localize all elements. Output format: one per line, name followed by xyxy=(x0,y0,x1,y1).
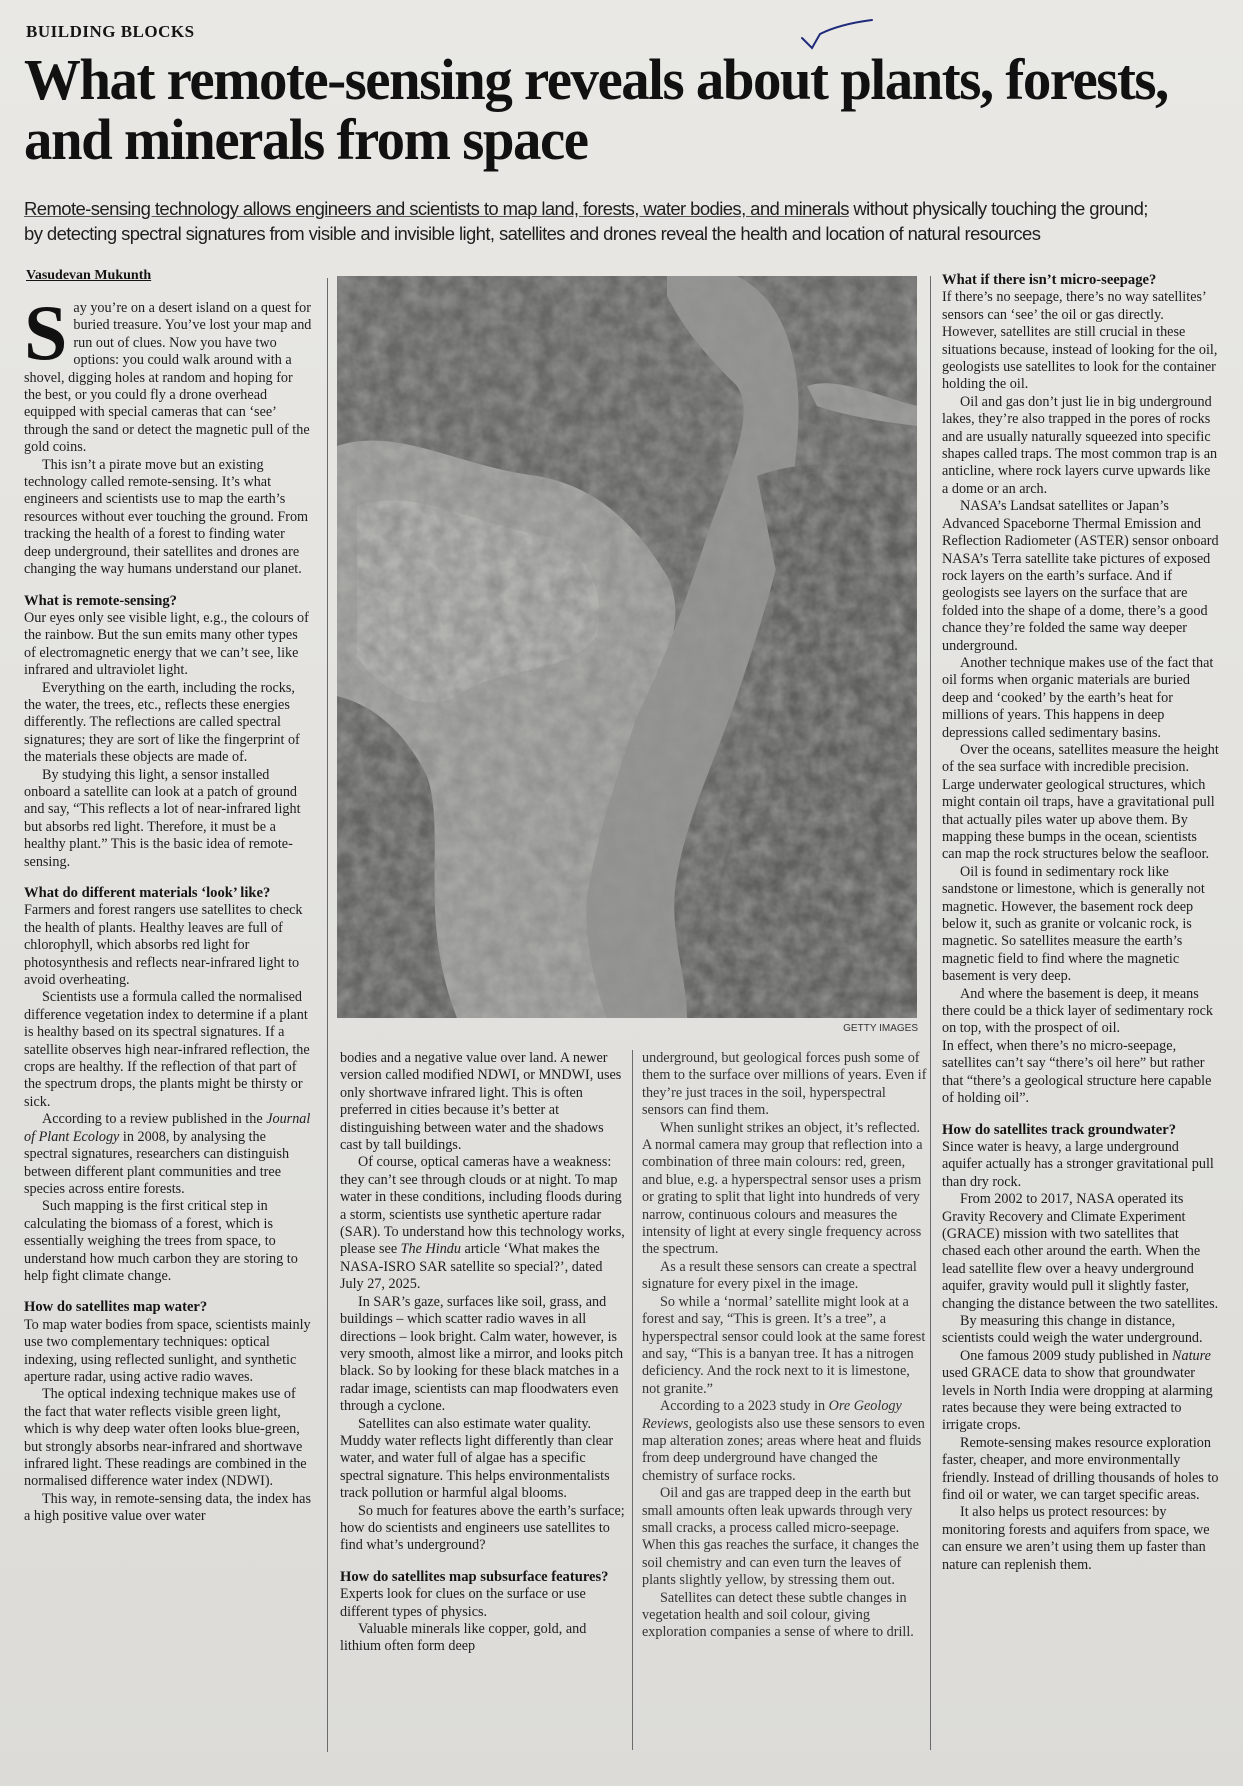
paragraph: This isn’t a pirate move but an existing technology called remote-sensing. It’s what engineers and scientists use to map the earth’s resources without ever touching the ground. From tracking the health of a forest to finding water deep underground, their satellites and drones are changing the way humans understand our planet. xyxy=(24,456,309,578)
paragraph: NASA’s Landsat satellites or Japan’s Advanced Spaceborne Thermal Emission and Reflection Radiometer (ASTER) sensor onboard NASA’s Terra satellite take pictures of exposed rock layers on the earth’s surface. And if geologists see layers on the surface that are folded into the shape of a dome, there’s a good chance they’re folded the same way deeper underground. xyxy=(942,498,1219,654)
paragraph: In SAR’s gaze, surfaces like soil, grass, and buildings – which scatter radio waves in all directions – look bright. Calm water, however, is very smooth, almost like a mirror, and looks pitch black. So by looking for these black matches in a radar image, scientists can map floodwaters even through a cyclone. xyxy=(340,1293,624,1415)
paragraph: As a result these sensors can create a spectral signature for every pixel in the image. xyxy=(642,1258,917,1293)
paragraph: By studying this light, a sensor installed onboard a satellite can look at a patch of ground and say, “This reflects a lot of near-infrared light but absorbs red light. Therefore, it must be a healthy plant.” This is the basic idea of remote-sensing. xyxy=(24,766,301,870)
paragraph: By measuring this change in distance, scientists could weigh the water underground. xyxy=(942,1312,1203,1347)
paragraph: Remote-sensing makes resource exploration faster, cheaper, and more environmentally friendly. Instead of drilling thousands of holes to find oil or water, we can target specific areas. xyxy=(942,1434,1219,1504)
article-column-4 xyxy=(942,272,1220,1574)
standfirst-line2: by detecting spectral signatures from visible and invisible light, satellites and drones reveal the health and location of natural resources xyxy=(24,223,1041,244)
photo-credit: GETTY IMAGES xyxy=(843,1023,918,1034)
paragraph: Of course, optical cameras have a weakness: they can’t see through clouds or at night. To map water in these conditions, including floods during a storm, scientists use synthetic aperture radar (SAR). To understand how this technology works, please see The Hindu article ‘What makes the NASA-ISRO SAR satellite so special?’, dated July 27, 2025. xyxy=(340,1154,625,1293)
standfirst-underlined: Remote-sensing technology allows engineers and scientists to map land, forests, water bodies, and minerals xyxy=(24,198,849,219)
paragraph: Oil is found in sedimentary rock like sandstone or limestone, which is generally not magnetic. However, the basement rock deep below it, such as granite or volcanic rock, is magnetic. So satellites measure the earth’s magnetic field to find where the magnetic basement is very deep. xyxy=(942,863,1205,985)
paragraph: Experts look for clues on the surface or use different types of physics. xyxy=(340,1586,586,1620)
paragraph: According to a 2023 study in Ore Geology Reviews, geologists also use these sensors to even map alteration zones; areas where heat and fluids from deep underground have changed the chemistry of surface rocks. xyxy=(642,1398,925,1484)
journal-title: Nature xyxy=(1172,1347,1211,1364)
article-column-1 xyxy=(24,289,312,1526)
paragraph: This way, in remote-sensing data, the index has a high positive value over water xyxy=(24,1490,311,1525)
paragraph: Another technique makes use of the fact that oil forms when organic materials are buried deep and ‘cooked’ by the earth’s heat for millions of years. This happens in deep depressions called sedimentary basins. xyxy=(942,654,1214,741)
aerial-forest-river-icon xyxy=(337,276,917,1018)
paragraph: Everything on the earth, including the rocks, the water, the trees, etc., reflects these energies differently. The reflections are called spectral signatures; they are sort of like the fingerprint of the materials these objects are made of. xyxy=(24,679,300,766)
subheading-map-water: How do satellites map water? xyxy=(24,1299,208,1316)
paragraph: Scientists use a formula called the normalised difference vegetation index to determine if a plant is healthy based on its spectral signatures. If a satellite observes high near-infrared reflection, the crops are healthy. If the reflection of that part of the spectrum drops, the plants might be thirsty or sick. xyxy=(24,989,310,1110)
column-rule xyxy=(632,1050,633,1750)
publication-title: The Hindu xyxy=(400,1241,461,1258)
paragraph: Satellites can detect these subtle changes in vegetation health and soil colour, giving exploration companies a sense of where to drill. xyxy=(642,1589,914,1641)
subheading-subsurface: How do satellites map subsurface features? xyxy=(340,1568,609,1585)
subheading-what-is-remote-sensing: What is remote-sensing? xyxy=(24,592,177,609)
intro-paragraph: Say you’re on a desert island on a quest for buried treasure. You’ve lost your map and run out of clues. Now you have two options: you could walk around with a shovel, digging holes at random and hoping for the best, or you could fly a drone overhead equipped with special cameras that can ‘see’ through the sand or detect the magnetic pull of the gold coins. xyxy=(24,289,312,456)
subheading-no-micro-seepage: What if there isn’t micro-seepage? xyxy=(942,272,1157,288)
paragraph: Satellites can also estimate water quality. Muddy water reflects light differently than clear water, and water full of algae has a specific spectral signature. This helps environmentalists track pollution or harmful algal blooms. xyxy=(340,1415,614,1502)
article-column-3 xyxy=(642,1050,928,1642)
paragraph: From 2002 to 2017, NASA operated its Gravity Recovery and Climate Experiment (GRACE) mission with two satellites that chased each other around the earth. When the lead satellite flew over a heavy underground aquifer, gravity would pull it slightly faster, changing the distance between the two satellites. xyxy=(942,1191,1219,1312)
subheading-groundwater: How do satellites track groundwater? xyxy=(942,1121,1177,1138)
aerial-forest-photo xyxy=(337,276,917,1018)
paragraph: And where the basement is deep, it means there could be a thick layer of sedimentary rock on top, with the prospect of oil. xyxy=(942,985,1214,1037)
subheading-materials-look: What do different materials ‘look’ like? xyxy=(24,885,271,901)
paragraph: If there’s no seepage, there’s no way satellites’ sensors can ‘see’ the oil or gas directly. However, satellites are still crucial in these situations because, instead of looking for the oil, geologists use satellites to look for the container holding the oil. xyxy=(942,289,1218,393)
paragraph: underground, but geological forces push some of them to the surface over millions of years. Even if they’re just traces in the soil, hyperspectral sensors can find them. xyxy=(642,1050,927,1119)
drop-cap: S xyxy=(24,289,68,376)
paragraph: Our eyes only see visible light, e.g., the colours of the rainbow. But the sun emits many other types of electromagnetic energy that we can’t see, like infrared and ultraviolet light. xyxy=(24,609,309,679)
paragraph: The optical indexing technique makes use of the fact that water reflects visible green light, which is why deep water often looks blue-green, but strongly absorbs near-infrared and shortwave infrared light. These readings are combined in the normalised difference water index (NDWI). xyxy=(24,1386,307,1490)
paragraph: It also helps us protect resources: by monitoring forests and aquifers from space, we can ensure we aren’t using them up faster than nature can replenish them. xyxy=(942,1504,1210,1573)
byline: Vasudevan Mukunth xyxy=(26,268,152,283)
journal-title: Ore Geology Reviews xyxy=(642,1398,902,1432)
column-rule xyxy=(930,276,931,1750)
paragraph: bodies and a negative value over land. A newer version called modified NDWI, or MNDWI, uses only shortwave infrared light. This is often preferred in cities because it’s better at distinguishing between water and the shadows cast by tall buildings. xyxy=(340,1050,622,1154)
paragraph: To map water bodies from space, scientists mainly use two complementary techniques: optical indexing, using reflected sunlight, and synthetic aperture radar, using active radio waves. xyxy=(24,1316,311,1385)
paragraph: In effect, when there’s no micro-seepage, satellites can’t say “there’s oil here” but rather that “there’s a geological structure here capable of holding oil”. xyxy=(942,1037,1212,1107)
column-rule xyxy=(327,278,328,1752)
standfirst xyxy=(24,196,1234,246)
standfirst-line1-rest: without physically touching the ground; xyxy=(848,198,1148,219)
paragraph: Valuable minerals like copper, gold, and lithium often form deep xyxy=(340,1621,587,1655)
paragraph: Such mapping is the first critical step in calculating the biomass of a forest, which is essentially weighing the trees from space, to understand how much carbon they are storing to help fight climate change. xyxy=(24,1198,298,1284)
paragraph: When sunlight strikes an object, it’s reflected. A normal camera may group that reflection into a combination of three main colours: red, green, and blue, e.g. a hyperspectral sensor uses a prism or grating to split that light into hundreds of very narrow, continuous colours and measures the intensity of light at every single frequency across the spectrum. xyxy=(642,1119,923,1258)
section-label: BUILDING BLOCKS xyxy=(26,22,195,41)
paragraph: One famous 2009 study published in Nature used GRACE data to show that groundwater levels in North India were dropping at alarming rates because they were being extracted to irrigate crops. xyxy=(942,1347,1213,1434)
paragraph: According to a review published in the Journal of Plant Ecology in 2008, by analysing the spectral signatures, researchers can distinguish between different plant communities and tree species across entire forests. xyxy=(24,1111,311,1197)
journal-title: Journal of Plant Ecology xyxy=(24,1111,311,1145)
paragraph: Over the oceans, satellites measure the height of the sea surface with incredible precision. Large underwater geological structures, which might contain oil traps, have a gravitational pull that actually piles water up above them. By mapping these bumps in the ocean, scientists can map the rock structures below the seafloor. xyxy=(942,741,1219,863)
paragraph: Oil and gas are trapped deep in the earth but small amounts often leak upwards through very small cracks, a process called micro-seepage. When this gas reaches the surface, it changes the soil chemistry and can even turn the leaves of plants slightly yellow, by stressing them out. xyxy=(642,1485,919,1589)
article-column-2 xyxy=(340,1050,626,1656)
paragraph: So much for features above the earth’s surface; how do scientists and engineers use satellites to find what’s underground? xyxy=(340,1502,625,1554)
paragraph: Oil and gas don’t just lie in big underground lakes, they’re also trapped in the pores of rocks and are usually naturally squeezed into specific shapes called traps. The most common trap is an anticline, where rock layers curve upwards like a dome or an arch. xyxy=(942,393,1218,497)
paragraph: Farmers and forest rangers use satellites to check the health of plants. Healthy leaves are full of chlorophyll, which absorbs red light for photosynthesis and reflects near-infrared light to avoid overheating. xyxy=(24,902,303,989)
paragraph: So while a ‘normal’ satellite might look at a forest and say, “This is green. It’s a tree”, a hyperspectral sensor could look at the same forest and say, “This is a banyan tree. It has a nitrogen deficiency. And the rock next to it is limestone, not granite.” xyxy=(642,1293,926,1397)
paragraph: Since water is heavy, a large underground aquifer actually has a stronger gravitational pull than dry rock. xyxy=(942,1138,1214,1190)
headline: What remote-sensing reveals about plants, forests, and minerals from space xyxy=(24,47,1168,172)
